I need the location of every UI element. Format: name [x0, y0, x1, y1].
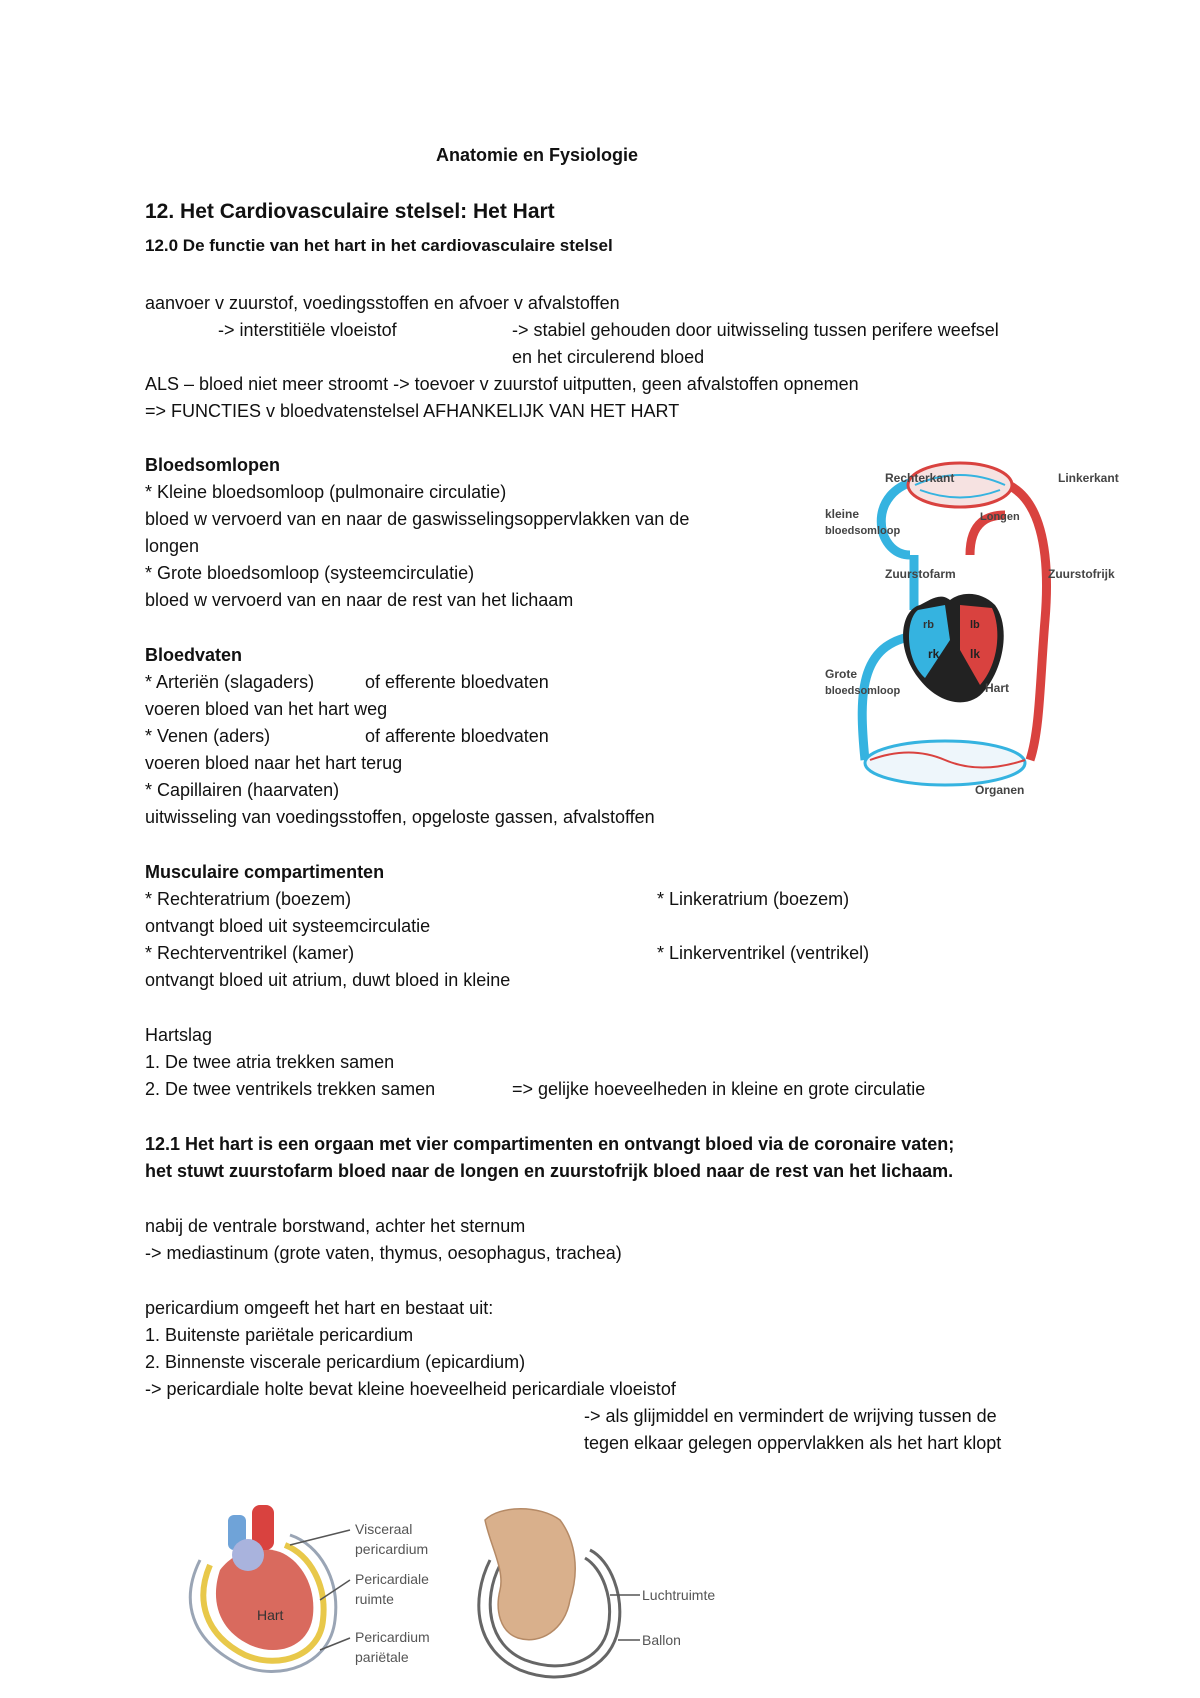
label-kleine-bloedsomloop: bloedsomloop — [825, 525, 901, 537]
label-lk: lk — [970, 647, 981, 661]
section-heading-12-1: 12.1 Het hart is een orgaan met vier compartimenten en ontvangt bloed via de coronaire vaten; — [145, 1134, 955, 1154]
label-grote-bloedsomloop: bloedsomloop — [825, 685, 901, 697]
label-parietale: pariëtale — [355, 1649, 409, 1665]
pericardium-diagram — [180, 1490, 470, 1690]
list-item: * Arteriën (slagaders) — [145, 672, 315, 692]
label-grote: Grote — [825, 667, 858, 681]
list-item: 1. De twee atria trekken samen — [145, 1052, 395, 1072]
label-hart: Hart — [985, 681, 1010, 695]
label-lb: lb — [970, 619, 980, 631]
subheading-bloedvaten: Bloedvaten — [145, 645, 243, 665]
circulation-diagram — [820, 460, 1140, 800]
balloon-analogy-diagram — [470, 1500, 730, 1690]
document-title: Anatomie en Fysiologie — [436, 145, 639, 165]
lungs-capillary-bed — [908, 463, 1012, 507]
paragraph: nabij de ventrale borstwand, achter het sternum — [145, 1216, 526, 1236]
chapter-heading: 12. Het Cardiovasculaire stelsel: Het Hart — [145, 200, 555, 223]
subheading-musculaire: Musculaire compartimenten — [145, 862, 385, 882]
paragraph: longen — [145, 536, 200, 556]
heart-illustration — [216, 1549, 313, 1650]
label-pericardiale: Pericardiale — [355, 1571, 429, 1587]
subheading-hartslag: Hartslag — [145, 1025, 213, 1045]
label-linkerkant: Linkerkant — [1058, 471, 1119, 485]
list-item: * Capillairen (haarvaten) — [145, 780, 340, 800]
list-item: 2. De twee ventrikels trekken samen — [145, 1079, 436, 1099]
label-zuurstofarm: Zuurstofarm — [885, 567, 956, 581]
paragraph: en het circulerend bloed — [512, 347, 705, 367]
label-zuurstofrijk: Zuurstofrijk — [1048, 567, 1115, 581]
paragraph: bloed w vervoerd van en naar de rest van het lichaam — [145, 590, 574, 610]
list-item: * Linkeratrium (boezem) — [657, 889, 850, 909]
paragraph: ontvangt bloed uit systeemcirculatie — [145, 916, 431, 936]
paragraph: pericardium omgeeft het hart en bestaat uit: — [145, 1298, 494, 1318]
fist-illustration — [485, 1509, 575, 1640]
subheading-bloedsomlopen: Bloedsomlopen — [145, 455, 281, 475]
section-heading-12-1-cont: het stuwt zuurstofarm bloed naar de longen en zuurstofrijk bloed naar de rest van het lichaam. — [145, 1161, 954, 1181]
paragraph: => gelijke hoeveelheden in kleine en grote circulatie — [512, 1079, 926, 1099]
paragraph: bloed w vervoerd van en naar de gaswisselingsoppervlakken van de — [145, 509, 690, 529]
paragraph: ontvangt bloed uit atrium, duwt bloed in kleine — [145, 970, 511, 990]
paragraph: of efferente bloedvaten — [365, 672, 549, 692]
label-pericardiale-ruimte: ruimte — [355, 1591, 394, 1607]
label-pericardium: Pericardium — [355, 1629, 430, 1645]
paragraph: ALS – bloed niet meer stroomt -> toevoer v zuurstof uitputten, geen afvalstoffen opnemen — [145, 374, 859, 394]
paragraph: tegen elkaar gelegen oppervlakken als het hart klopt — [584, 1433, 1002, 1453]
paragraph: => FUNCTIES v bloedvatenstelsel AFHANKELIJK VAN HET HART — [145, 401, 680, 421]
list-item: * Kleine bloedsomloop (pulmonaire circulatie) — [145, 482, 507, 502]
paragraph: -> pericardiale holte bevat kleine hoeveelheid pericardiale vloeistof — [145, 1379, 676, 1399]
paragraph: voeren bloed van het hart weg — [145, 699, 388, 719]
label-kleine: kleine — [825, 507, 860, 521]
paragraph: of afferente bloedvaten — [365, 726, 549, 746]
label-visceraal: Visceraal — [355, 1521, 413, 1537]
list-item: * Rechteratrium (boezem) — [145, 889, 352, 909]
list-item: * Linkerventrikel (ventrikel) — [657, 943, 870, 963]
label-visceraal-pericardium: pericardium — [355, 1541, 429, 1557]
paragraph: uitwisseling van voedingsstoffen, opgeloste gassen, afvalstoffen — [145, 807, 655, 827]
label-ballon: Ballon — [642, 1632, 681, 1648]
leader-line — [320, 1638, 350, 1650]
paragraph: -> interstitiële vloeistof — [218, 320, 397, 340]
label-rechterkant: Rechterkant — [885, 471, 955, 485]
label-longen: Longen — [980, 511, 1020, 523]
label-rb: rb — [923, 619, 934, 631]
section-heading-12-0: 12.0 De functie van het hart in het cardiovasculaire stelsel — [145, 236, 613, 255]
paragraph: -> als glijmiddel en vermindert de wrijving tussen de — [584, 1406, 997, 1426]
paragraph: -> stabiel gehouden door uitwisseling tussen perifere weefsel — [512, 320, 999, 340]
paragraph: voeren bloed naar het hart terug — [145, 753, 403, 773]
list-item: 2. Binnenste viscerale pericardium (epicardium) — [145, 1352, 526, 1372]
list-item: * Venen (aders) — [145, 726, 271, 746]
organs-capillary-bed — [865, 741, 1025, 785]
label-organen: Organen — [975, 783, 1025, 797]
paragraph: aanvoer v zuurstof, voedingsstoffen en afvoer v afvalstoffen — [145, 293, 620, 313]
paragraph: -> mediastinum (grote vaten, thymus, oesophagus, trachea) — [145, 1243, 622, 1263]
label-hart: Hart — [257, 1607, 284, 1623]
atrium-illustration — [232, 1539, 264, 1571]
list-item: 1. Buitenste pariëtale pericardium — [145, 1325, 414, 1345]
list-item: * Rechterventrikel (kamer) — [145, 943, 355, 963]
label-luchtruimte: Luchtruimte — [642, 1587, 716, 1603]
list-item: * Grote bloedsomloop (systeemcirculatie) — [145, 563, 475, 583]
label-rk: rk — [928, 647, 940, 661]
